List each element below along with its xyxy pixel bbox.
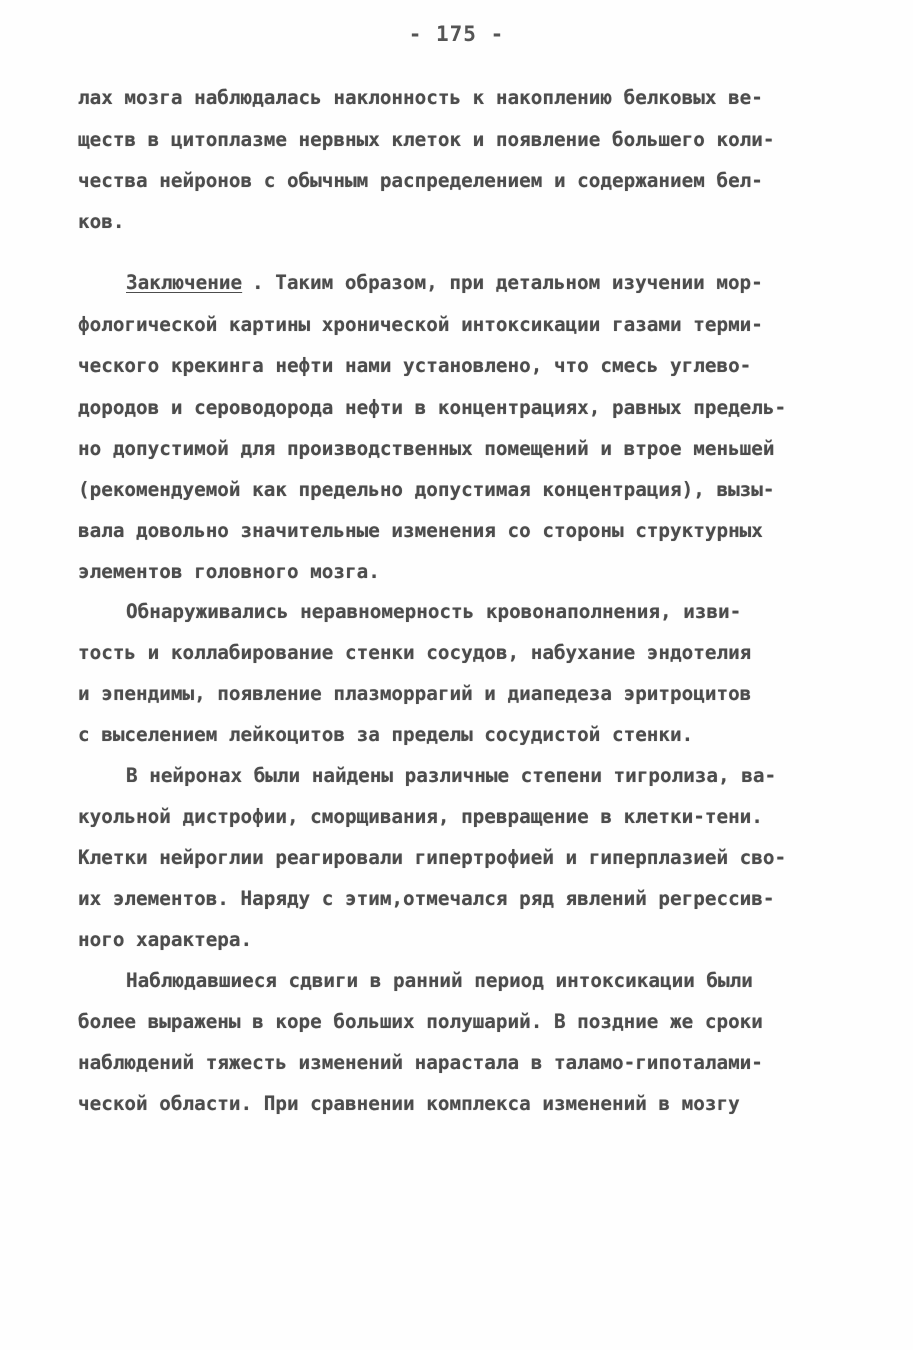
text-line: элементов головного мозга. [78,560,380,583]
text-line: чества нейронов с обычным распределением и содержанием бел- [78,169,763,192]
text-line: ческой области. При сравнении комплекса изменений в мозгу [78,1092,740,1115]
conclusion-heading: Заключение [126,271,243,294]
text-line: дородов и сероводорода нефти в концентрациях, равных предель- [78,396,787,419]
text-line: и эпендимы, появление плазморрагий и диапедеза эритроцитов [78,682,752,705]
text-line: тость и коллабирование стенки сосудов, набухание эндотелия [78,641,752,664]
text-line: наблюдений тяжесть изменений нарастала в таламо-гипоталами- [78,1051,763,1074]
text-line: (рекомендуемой как предельно допустимая концентрация), вызы- [78,478,775,501]
text-line: вала довольно значительные изменения со стороны структурных [78,519,763,542]
text-line: но допустимой для производственных помещений и втрое меньшей [78,437,775,460]
text-line: Клетки нейроглии реагировали гипертрофией и гиперплазией сво- [78,846,787,869]
text-line: В нейронах были найдены различные степени тигролиза, ва- [126,764,777,787]
text-line: их элементов. Наряду с этим,отмечался ряд явлений регрессив- [78,887,775,910]
text-line: ков. [78,210,125,233]
text-line: ческого крекинга нефти нами установлено, что смесь углево- [78,354,752,377]
text-line: Наблюдавшиеся сдвиги в ранний период интоксикации были [126,969,753,992]
text-line: ного характера. [78,928,253,951]
page-number: - 175 - [408,22,505,46]
text-line: лах мозга наблюдалась наклонность к накоплению белковых ве- [78,86,763,109]
text-line: Обнаруживались неравномерность кровонаполнения, изви- [126,600,742,623]
text-line: более выражены в коре больших полушарий. В поздние же сроки [78,1010,763,1033]
text-line: ществ в цитоплазме нервных клеток и появление большего коли- [78,128,775,151]
text-line: с выселением лейкоцитов за пределы сосудистой стенки. [78,723,694,746]
text-line: фологической картины хронической интоксикации газами терми- [78,313,763,336]
text-line: . Таким образом, при детальном изучении мор- [252,271,763,294]
text-line: куольной дистрофии, сморщивания, превращение в клетки-тени. [78,805,763,828]
